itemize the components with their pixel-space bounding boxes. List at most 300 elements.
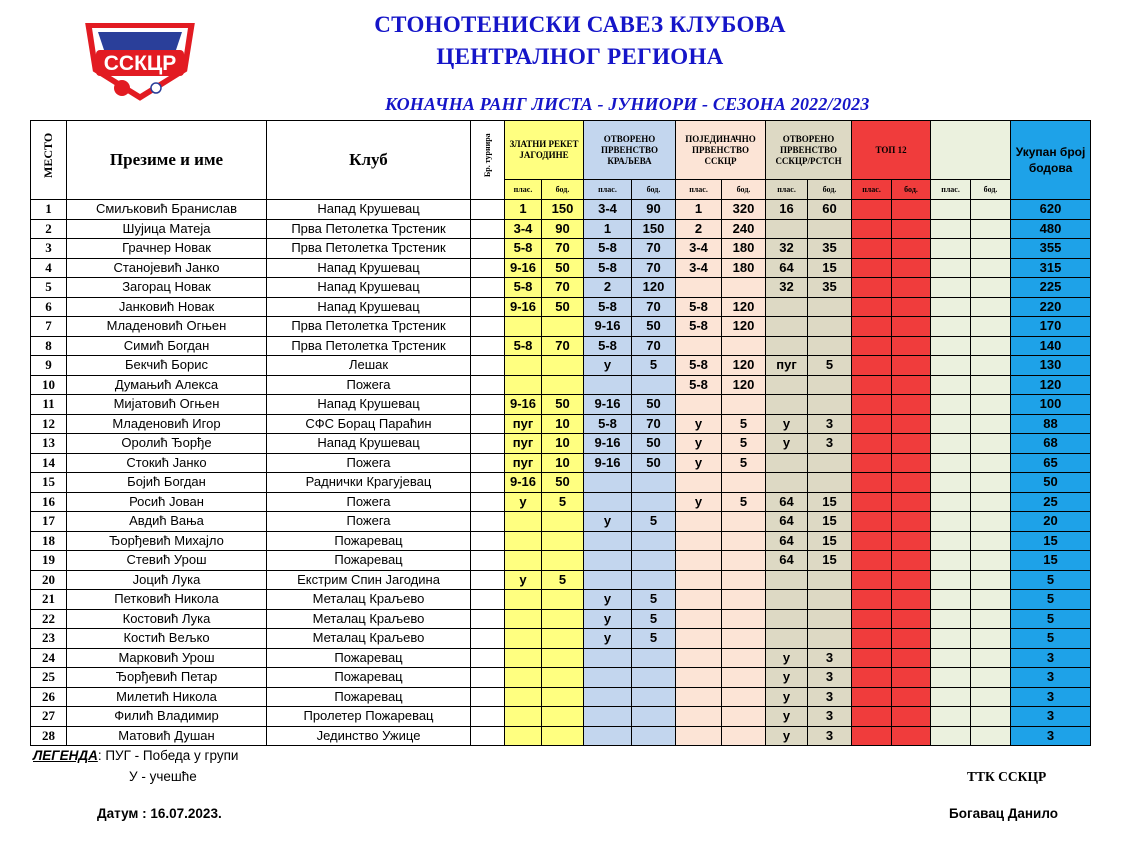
row-t5-points (892, 648, 931, 668)
row-t1-place: 5-8 (505, 239, 542, 259)
row-t3-place (676, 726, 722, 746)
row-t5-points (892, 356, 931, 376)
row-t3-points: 240 (722, 219, 766, 239)
row-t4-points (808, 473, 852, 493)
row-t1-points: 10 (542, 453, 584, 473)
row-t4-points (808, 336, 852, 356)
row-t3-points: 180 (722, 258, 766, 278)
row-club: Напад Крушевац (267, 278, 471, 298)
row-place: 15 (31, 473, 67, 493)
row-t6-points (971, 590, 1011, 610)
row-t1-points: 50 (542, 258, 584, 278)
row-t2-place: 5-8 (584, 258, 632, 278)
row-t1-place (505, 317, 542, 337)
row-t2-place: 1 (584, 219, 632, 239)
row-player-name: Ђорђевић Петар (67, 668, 267, 688)
row-t5-place (852, 668, 892, 688)
paddle-icon (114, 80, 130, 96)
row-t6-points (971, 687, 1011, 707)
table-row (31, 629, 1091, 649)
row-t3-place: у (676, 434, 722, 454)
row-t3-place: 3-4 (676, 239, 722, 259)
row-total: 3 (1011, 707, 1091, 727)
row-player-name: Милетић Никола (67, 687, 267, 707)
row-club: Пожаревац (267, 648, 471, 668)
subheader-points-1: бод. (542, 180, 584, 200)
row-t5-points (892, 200, 931, 220)
row-t1-place (505, 609, 542, 629)
row-tournament-count (471, 375, 505, 395)
row-tournament-count (471, 200, 505, 220)
row-t6-points (971, 356, 1011, 376)
row-place: 11 (31, 395, 67, 415)
row-t1-points: 5 (542, 570, 584, 590)
row-t2-place: у (584, 356, 632, 376)
row-player-name: Матовић Душан (67, 726, 267, 746)
row-total: 480 (1011, 219, 1091, 239)
row-club: Металац Краљево (267, 629, 471, 649)
row-t6-points (971, 707, 1011, 727)
row-t6-points (971, 609, 1011, 629)
row-place: 6 (31, 297, 67, 317)
table-row (31, 726, 1091, 746)
row-t4-place: у (766, 414, 808, 434)
row-tournament-count (471, 453, 505, 473)
row-t3-points (722, 629, 766, 649)
row-t5-points (892, 570, 931, 590)
row-tournament-count (471, 707, 505, 727)
row-t2-points (632, 473, 676, 493)
row-t3-points (722, 278, 766, 298)
row-t4-points (808, 317, 852, 337)
row-t3-place: 5-8 (676, 317, 722, 337)
legend-item-pug: : ПУГ - Победа у групи (97, 748, 239, 763)
row-t5-points (892, 434, 931, 454)
row-t5-points (892, 668, 931, 688)
row-t1-place (505, 726, 542, 746)
row-t3-points (722, 609, 766, 629)
row-player-name: Костић Вељко (67, 629, 267, 649)
row-t2-points: 5 (632, 590, 676, 610)
row-t3-place (676, 531, 722, 551)
row-total: 5 (1011, 629, 1091, 649)
row-tournament-count (471, 239, 505, 259)
ranking-subtitle: КОНАЧНА РАНГ ЛИСТА - ЈУНИОРИ - СЕЗОНА 2022/2023 (385, 94, 870, 114)
row-t3-points (722, 570, 766, 590)
row-t5-place (852, 453, 892, 473)
row-t3-place (676, 687, 722, 707)
org-title-line2: ЦЕНТРАЛНОГ РЕГИОНА (436, 44, 724, 69)
row-t6-place (931, 492, 971, 512)
row-t5-place (852, 356, 892, 376)
table-row (31, 356, 1091, 376)
row-club: Пожега (267, 375, 471, 395)
header-tournament-1: ЗЛАТНИ РЕКЕТ ЈАГОДИНЕ (505, 121, 584, 180)
row-place: 20 (31, 570, 67, 590)
row-t1-place: 9-16 (505, 297, 542, 317)
ball-icon (151, 83, 161, 93)
row-t2-points: 70 (632, 336, 676, 356)
row-total: 170 (1011, 317, 1091, 337)
row-t4-points (808, 297, 852, 317)
row-t4-points: 3 (808, 687, 852, 707)
row-t3-place: 3-4 (676, 258, 722, 278)
row-t2-points: 50 (632, 453, 676, 473)
row-t1-place: 5-8 (505, 336, 542, 356)
row-tournament-count (471, 590, 505, 610)
row-t4-place: 64 (766, 531, 808, 551)
table-row (31, 590, 1091, 610)
row-player-name: Станојевић Јанко (67, 258, 267, 278)
row-t4-points: 3 (808, 726, 852, 746)
row-club: СФС Борац Параћин (267, 414, 471, 434)
row-t1-points (542, 356, 584, 376)
row-club: Прва Петолетка Трстеник (267, 317, 471, 337)
row-t3-points: 5 (722, 492, 766, 512)
row-t6-place (931, 531, 971, 551)
row-player-name: Авдић Вања (67, 512, 267, 532)
row-place: 18 (31, 531, 67, 551)
row-t4-points (808, 219, 852, 239)
table-row (31, 375, 1091, 395)
row-t3-place (676, 648, 722, 668)
row-total: 100 (1011, 395, 1091, 415)
row-t5-place (852, 492, 892, 512)
row-tournament-count (471, 356, 505, 376)
row-club: Напад Крушевац (267, 200, 471, 220)
row-t5-points (892, 687, 931, 707)
row-t4-place: у (766, 648, 808, 668)
row-t6-points (971, 648, 1011, 668)
row-t2-place: у (584, 629, 632, 649)
row-t3-points (722, 395, 766, 415)
row-t4-points: 15 (808, 512, 852, 532)
header-tournament-2: ОТВОРЕНО ПРВЕНСТВО КРАЉЕВА (584, 121, 676, 180)
row-player-name: Грачнер Новак (67, 239, 267, 259)
row-tournament-count (471, 336, 505, 356)
row-total: 15 (1011, 531, 1091, 551)
row-player-name: Росић Јован (67, 492, 267, 512)
row-player-name: Младеновић Огњен (67, 317, 267, 337)
row-t4-points: 3 (808, 668, 852, 688)
row-t5-place (852, 570, 892, 590)
row-tournament-count (471, 434, 505, 454)
row-t5-points (892, 219, 931, 239)
row-t5-place (852, 551, 892, 571)
row-t6-place (931, 629, 971, 649)
row-t3-points: 180 (722, 239, 766, 259)
row-t2-points (632, 570, 676, 590)
row-t2-points: 90 (632, 200, 676, 220)
table-row (31, 531, 1091, 551)
row-t3-points (722, 707, 766, 727)
row-total: 50 (1011, 473, 1091, 493)
row-t1-place: пуг (505, 414, 542, 434)
row-t2-place: 2 (584, 278, 632, 298)
legend (33, 748, 238, 763)
row-t4-points: 35 (808, 278, 852, 298)
row-tournament-count (471, 258, 505, 278)
row-t6-points (971, 434, 1011, 454)
row-place: 27 (31, 707, 67, 727)
row-place: 3 (31, 239, 67, 259)
row-place: 25 (31, 668, 67, 688)
row-player-name: Марковић Урош (67, 648, 267, 668)
row-t3-place (676, 278, 722, 298)
header-total: Укупан број бодова (1011, 121, 1091, 200)
row-t3-points: 120 (722, 317, 766, 337)
row-t2-place (584, 648, 632, 668)
row-t4-points: 3 (808, 414, 852, 434)
row-t6-points (971, 200, 1011, 220)
row-tournament-count (471, 297, 505, 317)
row-t4-place (766, 629, 808, 649)
row-t1-points: 70 (542, 336, 584, 356)
row-t6-place (931, 356, 971, 376)
row-t5-points (892, 629, 931, 649)
row-t1-place (505, 375, 542, 395)
row-t4-place: 32 (766, 278, 808, 298)
row-t1-points: 90 (542, 219, 584, 239)
table-row (31, 219, 1091, 239)
row-t2-place: 3-4 (584, 200, 632, 220)
row-t6-place (931, 726, 971, 746)
legend-item-u: У - учешће (129, 769, 197, 784)
row-total: 620 (1011, 200, 1091, 220)
table-row (31, 473, 1091, 493)
row-t5-place (852, 512, 892, 532)
row-t5-points (892, 531, 931, 551)
row-t4-points: 3 (808, 648, 852, 668)
row-t2-points: 150 (632, 219, 676, 239)
row-player-name: Бекчић Борис (67, 356, 267, 376)
row-t5-place (852, 278, 892, 298)
row-t4-points: 5 (808, 356, 852, 376)
row-t2-points: 50 (632, 317, 676, 337)
header-tournament-5: ТОП 12 (852, 121, 931, 180)
row-t1-points: 70 (542, 239, 584, 259)
row-t1-place (505, 590, 542, 610)
row-t1-place: 1 (505, 200, 542, 220)
row-t1-points (542, 609, 584, 629)
row-t2-points (632, 492, 676, 512)
row-t2-points (632, 375, 676, 395)
row-place: 19 (31, 551, 67, 571)
row-total: 3 (1011, 687, 1091, 707)
row-total: 3 (1011, 668, 1091, 688)
row-t6-points (971, 570, 1011, 590)
row-t2-place: 9-16 (584, 317, 632, 337)
row-club: Напад Крушевац (267, 297, 471, 317)
row-t4-place: у (766, 687, 808, 707)
row-t2-points (632, 668, 676, 688)
row-t5-place (852, 336, 892, 356)
row-t3-points: 120 (722, 375, 766, 395)
row-t6-points (971, 239, 1011, 259)
row-tournament-count (471, 668, 505, 688)
row-t2-points: 70 (632, 258, 676, 278)
signature-name: Богавац Данило (949, 806, 1058, 821)
row-t3-place: 5-8 (676, 356, 722, 376)
row-t4-place (766, 317, 808, 337)
row-t1-place (505, 512, 542, 532)
row-t1-place: 3-4 (505, 219, 542, 239)
row-tournament-count (471, 726, 505, 746)
row-club: Раднички Крагујевац (267, 473, 471, 493)
row-player-name: Шујица Матеја (67, 219, 267, 239)
row-t6-points (971, 258, 1011, 278)
row-t4-place: у (766, 726, 808, 746)
row-t6-points (971, 531, 1011, 551)
row-t1-place (505, 531, 542, 551)
row-t2-place (584, 726, 632, 746)
table-row (31, 434, 1091, 454)
row-t6-points (971, 375, 1011, 395)
row-t1-points (542, 590, 584, 610)
row-t1-points: 10 (542, 414, 584, 434)
row-place: 24 (31, 648, 67, 668)
row-t4-place: у (766, 668, 808, 688)
row-t2-points: 70 (632, 239, 676, 259)
row-t3-place (676, 590, 722, 610)
row-t1-place: 9-16 (505, 473, 542, 493)
row-tournament-count (471, 629, 505, 649)
row-t1-place (505, 687, 542, 707)
row-t1-points (542, 707, 584, 727)
row-t1-place (505, 551, 542, 571)
row-t4-place: 64 (766, 512, 808, 532)
row-t4-points (808, 395, 852, 415)
row-t2-points (632, 531, 676, 551)
row-t3-place (676, 512, 722, 532)
row-t6-place (931, 395, 971, 415)
row-tournament-count (471, 570, 505, 590)
row-place: 17 (31, 512, 67, 532)
row-t2-place (584, 551, 632, 571)
row-t5-place (852, 414, 892, 434)
row-t2-points: 120 (632, 278, 676, 298)
row-club: Прва Петолетка Трстеник (267, 336, 471, 356)
row-tournament-count (471, 492, 505, 512)
row-total: 220 (1011, 297, 1091, 317)
row-tournament-count (471, 278, 505, 298)
row-t5-place (852, 629, 892, 649)
row-tournament-count (471, 551, 505, 571)
row-t1-place (505, 629, 542, 649)
row-t1-points (542, 668, 584, 688)
row-t5-points (892, 395, 931, 415)
row-t2-place (584, 570, 632, 590)
row-t6-place (931, 414, 971, 434)
row-place: 26 (31, 687, 67, 707)
row-club: Металац Краљево (267, 609, 471, 629)
row-t2-points (632, 726, 676, 746)
row-t5-points (892, 707, 931, 727)
row-place: 12 (31, 414, 67, 434)
row-t4-points: 15 (808, 551, 852, 571)
row-t5-place (852, 239, 892, 259)
row-t3-place (676, 395, 722, 415)
row-t2-place: 9-16 (584, 395, 632, 415)
row-place: 14 (31, 453, 67, 473)
subheader-points-5: бод. (892, 180, 931, 200)
row-t3-points: 120 (722, 297, 766, 317)
row-total: 68 (1011, 434, 1091, 454)
row-t6-points (971, 512, 1011, 532)
row-t5-points (892, 512, 931, 532)
row-t2-place (584, 707, 632, 727)
row-player-name: Јанковић Новак (67, 297, 267, 317)
row-tournament-count (471, 531, 505, 551)
row-t3-place (676, 473, 722, 493)
row-player-name: Филић Владимир (67, 707, 267, 727)
row-t1-place (505, 356, 542, 376)
header-name: Презиме и име (67, 121, 267, 200)
logo-text: ССКЦР (103, 52, 177, 75)
subheader-place-3: плас. (676, 180, 722, 200)
row-club: Екстрим Спин Јагодина (267, 570, 471, 590)
row-t6-points (971, 668, 1011, 688)
row-t2-place: 9-16 (584, 434, 632, 454)
row-t3-place: у (676, 453, 722, 473)
row-t3-points (722, 648, 766, 668)
table-row (31, 317, 1091, 337)
row-t2-points: 5 (632, 629, 676, 649)
row-t3-points (722, 668, 766, 688)
subheader-points-3: бод. (722, 180, 766, 200)
row-t4-place: 16 (766, 200, 808, 220)
row-t2-place: у (584, 609, 632, 629)
row-total: 5 (1011, 590, 1091, 610)
row-t2-place (584, 375, 632, 395)
table-row (31, 395, 1091, 415)
row-player-name: Оролић Ђорђе (67, 434, 267, 454)
table-row (31, 570, 1091, 590)
row-t6-place (931, 258, 971, 278)
row-t3-place: 1 (676, 200, 722, 220)
row-t5-place (852, 200, 892, 220)
row-t3-points (722, 473, 766, 493)
row-t6-place (931, 570, 971, 590)
row-tournament-count (471, 512, 505, 532)
row-t6-place (931, 297, 971, 317)
row-total: 5 (1011, 609, 1091, 629)
row-total: 120 (1011, 375, 1091, 395)
subheader-points-6: бод. (971, 180, 1011, 200)
row-t1-points: 50 (542, 473, 584, 493)
row-t5-points (892, 590, 931, 610)
row-player-name: Загорац Новак (67, 278, 267, 298)
row-t2-place: у (584, 512, 632, 532)
row-t3-place (676, 551, 722, 571)
header-tournament-6 (931, 121, 1011, 180)
row-place: 22 (31, 609, 67, 629)
legend-title: ЛЕГЕНДА (33, 748, 98, 763)
row-t2-place: 9-16 (584, 453, 632, 473)
row-t1-place: 9-16 (505, 395, 542, 415)
row-club: Прва Петолетка Трстеник (267, 219, 471, 239)
row-total: 88 (1011, 414, 1091, 434)
row-t2-points: 70 (632, 297, 676, 317)
row-t4-points: 15 (808, 492, 852, 512)
row-place: 9 (31, 356, 67, 376)
row-t2-place: у (584, 590, 632, 610)
row-t5-place (852, 258, 892, 278)
row-t1-place: пуг (505, 434, 542, 454)
row-player-name: Стевић Урош (67, 551, 267, 571)
row-t6-place (931, 375, 971, 395)
row-t2-place (584, 473, 632, 493)
